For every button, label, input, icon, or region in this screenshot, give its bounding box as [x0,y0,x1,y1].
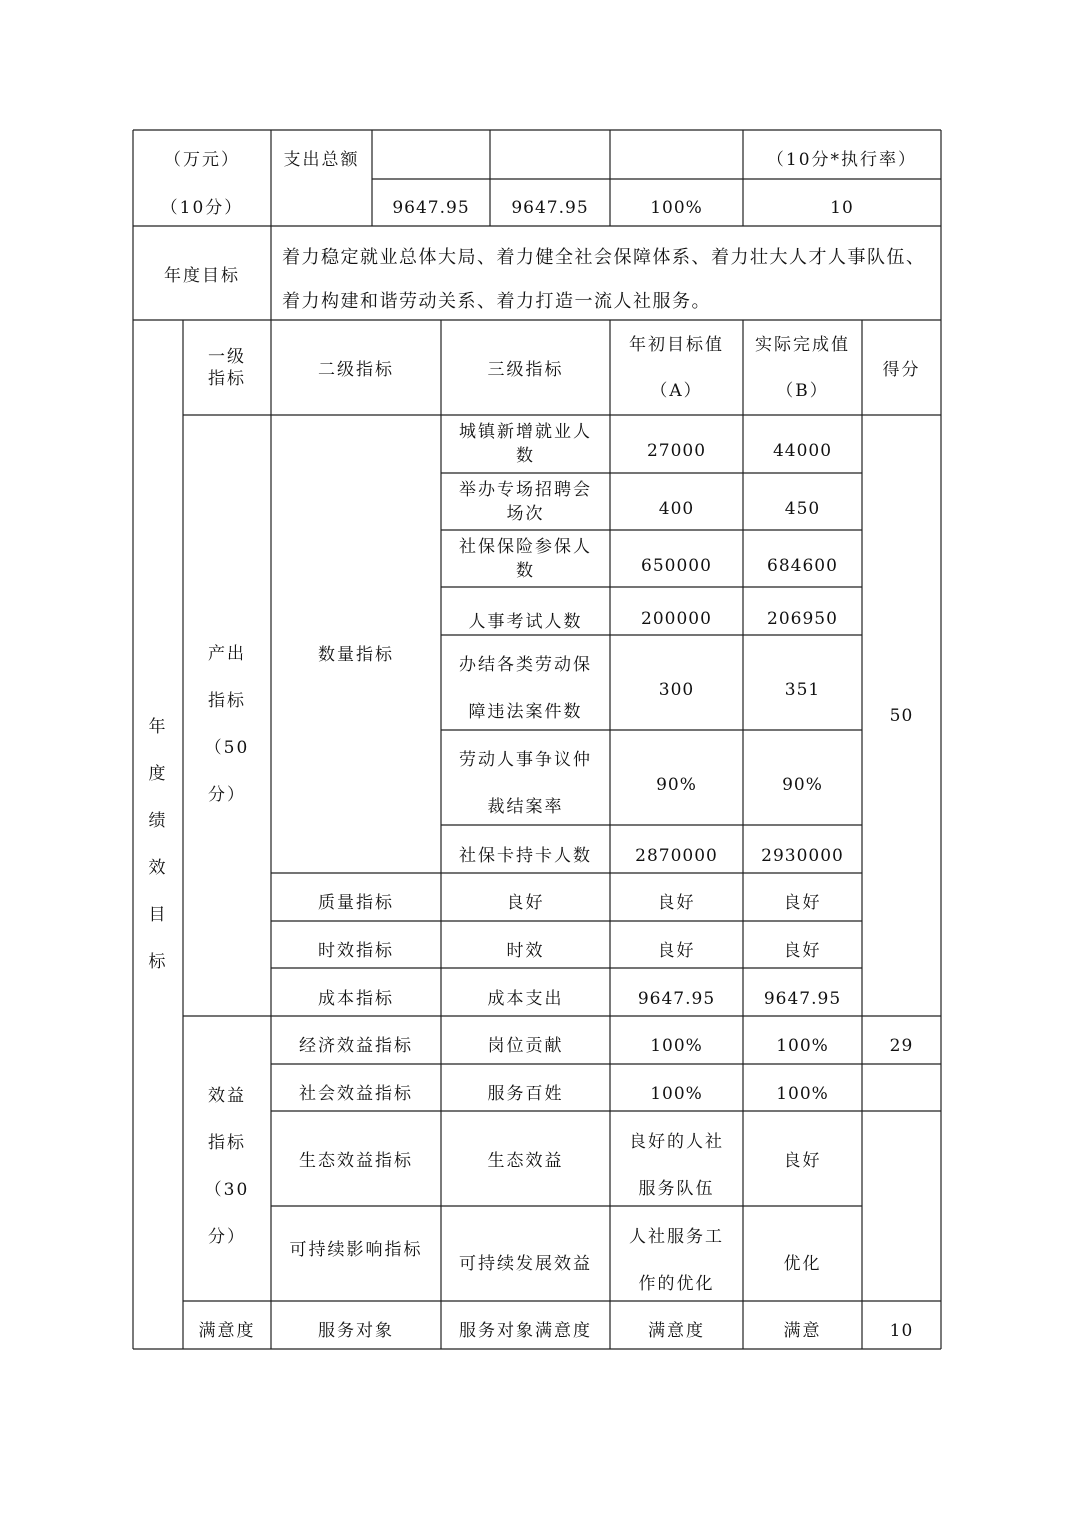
benefit-actual: 良好 [783,1151,822,1171]
execution-rate-value: 100% [650,198,703,218]
timeliness-actual: 良好 [783,941,822,961]
cost-indicator-label: 成本指标 [318,989,394,1009]
benefit-level2: 可持续影响指标 [289,1240,423,1260]
cost-actual: 9647.95 [763,989,842,1009]
benefit-actual: 100% [776,1036,829,1056]
quantity-row-target: 300 [658,680,695,700]
timeliness-indicator-label: 时效指标 [318,941,394,961]
annual-goal-label: 年度目标 [164,265,240,286]
benefit-target: 100% [650,1036,703,1056]
budget-weight-label: （10分） [160,198,244,218]
quantity-row-name: 劳动人事争议仲 裁结案率 [459,750,592,817]
benefit-level2: 生态效益指标 [299,1151,413,1171]
quantity-row-name: 办结各类劳动保 障违法案件数 [459,655,592,722]
benefit-target: 100% [650,1084,703,1104]
quantity-row-target: 27000 [646,441,707,461]
benefit-level3: 生态效益 [487,1151,564,1171]
quantity-row-name: 人事考试人数 [468,612,583,632]
quantity-row-name: 城镇新增就业人 数 [459,422,592,466]
header-level1: 一级 指标 [208,346,246,389]
satisfaction-level1: 满意度 [198,1321,256,1341]
quantity-row-target: 200000 [641,609,712,629]
quantity-row-name: 社保卡持卡人数 [459,846,592,866]
cost-target: 9647.95 [637,989,716,1009]
benefit-level3: 服务百姓 [487,1084,564,1104]
header-level2: 二级指标 [318,360,394,380]
quantity-row-target: 2870000 [635,846,718,866]
budget-score-value: 10 [830,198,854,218]
benefit-level3: 可持续发展效益 [459,1254,592,1274]
quantity-row-name: 社保保险参保人 数 [459,536,592,581]
header-actual: 实际完成值 （B） [755,334,850,401]
quantity-row-actual: 44000 [772,441,833,461]
benefit-level3: 岗位贡献 [487,1036,564,1056]
quantity-row-actual: 450 [784,499,821,519]
quantity-row-actual: 90% [782,775,823,795]
header-target: 年初目标值 （A） [629,334,724,401]
total-expenditure-label: 支出总额 [283,150,360,170]
annual-goal-text: 着力稳定就业总体大局、着力健全社会保障体系、着力壮大人才人事队伍、着力构建和谐劳动关系、着力打造一流人社服务。 [282,247,926,312]
benefit-actual: 优化 [783,1254,822,1274]
benefit-target: 良好的人社 服务队伍 [629,1132,724,1199]
quality-actual: 良好 [783,893,822,913]
header-score: 得分 [882,360,921,380]
satisfaction-target: 满意度 [648,1321,705,1341]
benefit-indicator-label: 效益 指标 （30 分） [204,1086,250,1247]
benefit-target: 人社服务工 作的优化 [629,1227,724,1294]
cost-level3: 成本支出 [487,989,564,1009]
formula-note: （10分*执行率） [766,150,918,170]
benefit-level2: 社会效益指标 [299,1084,413,1104]
benefit-actual: 100% [776,1084,829,1104]
satisfaction-actual: 满意 [783,1321,822,1341]
performance-goal-section-label: 年 度 绩 效 目 标 [148,717,168,972]
quantity-row-name: 举办专场招聘会 场次 [459,479,592,524]
quantity-row-target: 650000 [641,556,712,576]
quality-indicator-label: 质量指标 [318,893,394,913]
output-indicator-label: 产出 指标 （50 分） [204,644,250,805]
header-level3: 三级指标 [487,360,564,380]
quantity-row-actual: 351 [784,680,821,700]
benefit-score: 29 [889,1036,914,1056]
timeliness-target: 良好 [657,941,696,961]
quantity-row-target: 400 [658,499,695,519]
benefit-level2: 经济效益指标 [299,1036,413,1056]
satisfaction-level2: 服务对象 [318,1321,394,1341]
quantity-row-actual: 206950 [767,609,838,629]
quantity-row-actual: 2930000 [761,846,844,866]
quality-level3: 良好 [506,893,545,913]
quantity-indicator-label: 数量指标 [318,644,394,665]
output-score: 50 [889,705,914,726]
timeliness-level3: 时效 [506,941,545,961]
quantity-row-actual: 684600 [767,556,838,576]
full-year-budget-value: 9647.95 [511,198,589,218]
initial-budget-value: 9647.95 [392,198,470,218]
satisfaction-score: 10 [889,1321,914,1341]
budget-unit-label: （万元） [164,150,240,170]
quantity-row-target: 90% [656,775,697,795]
quality-target: 良好 [657,893,696,913]
satisfaction-level3: 服务对象满意度 [459,1321,592,1341]
